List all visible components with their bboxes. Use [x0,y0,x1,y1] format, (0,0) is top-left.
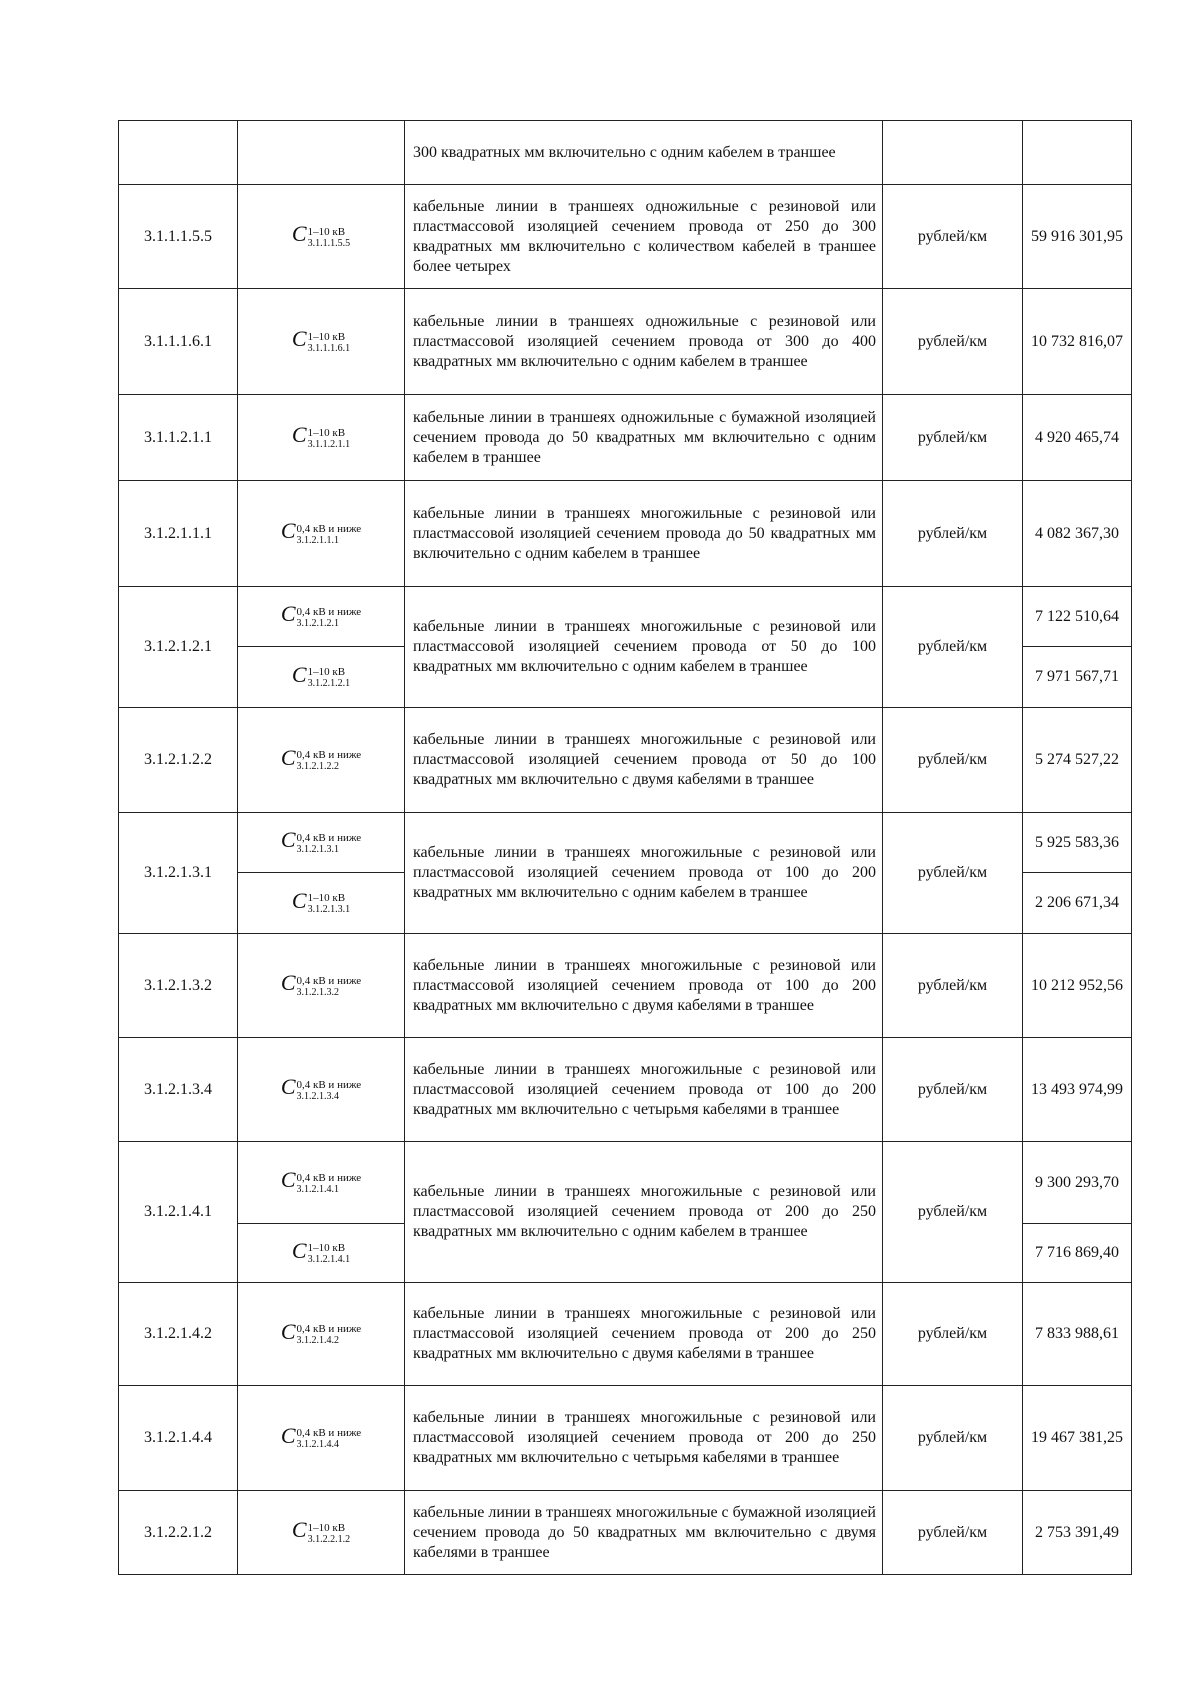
row-value: 2 206 671,34 [1023,873,1132,934]
row-symbol [238,1386,405,1491]
table-row [119,1142,1132,1224]
symbol-subscript: 3.1.2.1.4.4 [296,1439,339,1451]
symbol-subscript: 3.1.1.2.1.1 [307,438,351,450]
row-symbol [238,647,405,708]
symbol-subscript: 3.1.2.1.4.1 [296,1183,339,1195]
row-symbol [238,934,405,1038]
symbol-subscript: 3.1.2.1.3.2 [296,986,339,998]
row-symbol [238,1224,405,1283]
row-value: 9 300 293,70 [1023,1142,1132,1224]
table-body [119,121,1132,1575]
table-row [119,481,1132,587]
row-unit: рублей/км [883,934,1023,1038]
table-row [119,185,1132,289]
row-value: 7 833 988,61 [1023,1283,1132,1386]
row-value: 7 122 510,64 [1023,587,1132,647]
table-row [119,1386,1132,1491]
symbol-subscript: 3.1.2.1.4.2 [296,1335,339,1347]
symbol-superscript: 1–10 кВ [307,426,346,439]
row-code: 3.1.1.1.6.1 [119,289,238,395]
symbol-letter: C [280,518,296,544]
row-description: кабельные линии в траншеях многожильные с бумажной изоляцией сечением провода до 50 квадратных мм включительно с двумя кабелями в траншее [405,1491,883,1575]
symbol-letter: C [291,221,307,247]
symbol-superscript: 1–10 кВ [307,330,346,343]
row-description: кабельные линии в траншеях многожильные с резиновой или пластмассовой изоляцией сечением провода до 50 квадратных мм включительно с одним кабелем в траншее [405,481,883,587]
symbol-superscript: 0,4 кВ и ниже [296,522,362,535]
symbol-subscript: 3.1.2.1.1.1 [296,534,339,546]
row-value: 5 925 583,36 [1023,813,1132,873]
row-unit: рублей/км [883,185,1023,289]
symbol-superscript: 0,4 кВ и ниже [296,1427,362,1440]
row-unit: рублей/км [883,587,1023,708]
table-row [119,813,1132,873]
row-value: 7 716 869,40 [1023,1224,1132,1283]
symbol-superscript: 0,4 кВ и ниже [296,749,362,762]
symbol-letter: C [291,1517,307,1543]
row-description: кабельные линии в траншеях многожильные с резиновой или пластмассовой изоляцией сечением провода от 100 до 200 квадратных мм включительно с одним кабелем в траншее [405,813,883,934]
row-description: кабельные линии в траншеях одножильные с бумажной изоляцией сечением провода до 50 квадратных мм включительно с одним кабелем в траншее [405,395,883,481]
table-row [119,1038,1132,1142]
row-symbol [238,1038,405,1142]
row-value: 13 493 974,99 [1023,1038,1132,1142]
symbol-subscript: 3.1.2.1.2.1 [307,678,351,690]
symbol-letter: C [280,744,296,770]
symbol-superscript: 1–10 кВ [307,892,346,905]
row-value: 2 753 391,49 [1023,1491,1132,1575]
row-code: 3.1.2.1.2.2 [119,708,238,813]
symbol-letter: C [280,1422,296,1448]
row-value: 10 212 952,56 [1023,934,1132,1038]
row-symbol [238,121,405,185]
row-value: 5 274 527,22 [1023,708,1132,813]
symbol-superscript: 1–10 кВ [307,1242,346,1255]
row-unit [883,121,1023,185]
symbol-letter: C [291,422,307,448]
row-symbol [238,1283,405,1386]
symbol-superscript: 0,4 кВ и ниже [296,1323,362,1336]
symbol-superscript: 0,4 кВ и ниже [296,1078,362,1091]
table-row [119,934,1132,1038]
symbol-subscript: 3.1.2.1.4.1 [307,1254,351,1266]
row-description: кабельные линии в траншеях многожильные с резиновой или пластмассовой изоляцией сечением провода от 100 до 200 квадратных мм включительно с четырьмя кабелями в траншее [405,1038,883,1142]
symbol-superscript: 1–10 кВ [307,666,346,679]
symbol-superscript: 0,4 кВ и ниже [296,605,362,618]
row-description: кабельные линии в траншеях многожильные с резиновой или пластмассовой изоляцией сечением провода от 100 до 200 квадратных мм включительно с двумя кабелями в траншее [405,934,883,1038]
row-code: 3.1.2.1.3.2 [119,934,238,1038]
row-unit: рублей/км [883,395,1023,481]
symbol-letter: C [291,326,307,352]
symbol-subscript: 3.1.2.2.1.2 [307,1533,351,1545]
symbol-superscript: 0,4 кВ и ниже [296,831,362,844]
row-description: кабельные линии в траншеях многожильные с резиновой или пластмассовой изоляцией сечением провода от 200 до 250 квадратных мм включительно с одним кабелем в траншее [405,1142,883,1283]
row-value: 7 971 567,71 [1023,647,1132,708]
row-unit: рублей/км [883,289,1023,395]
symbol-superscript: 0,4 кВ и ниже [296,1171,362,1184]
symbol-letter: C [280,827,296,853]
symbol-letter: C [280,601,296,627]
row-value: 4 082 367,30 [1023,481,1132,587]
row-unit: рублей/км [883,1283,1023,1386]
symbol-subscript: 3.1.2.1.2.2 [296,761,339,773]
row-code: 3.1.2.1.4.2 [119,1283,238,1386]
row-value [1023,121,1132,185]
row-symbol [238,587,405,647]
row-unit: рублей/км [883,813,1023,934]
symbol-letter: C [291,661,307,687]
row-value: 4 920 465,74 [1023,395,1132,481]
table-row [119,1491,1132,1575]
symbol-subscript: 3.1.1.1.5.5 [307,237,351,249]
symbol-superscript: 1–10 кВ [307,1521,346,1534]
row-code: 3.1.2.1.1.1 [119,481,238,587]
tariff-table [118,120,1132,1575]
row-symbol [238,1142,405,1224]
row-unit: рублей/км [883,481,1023,587]
row-symbol [238,395,405,481]
row-code [119,121,238,185]
symbol-letter: C [280,1318,296,1344]
symbol-letter: C [280,1074,296,1100]
row-description: кабельные линии в траншеях одножильные с резиновой или пластмассовой изоляцией сечением провода от 250 до 300 квадратных мм включительно с количеством кабелей в траншее более четырех [405,185,883,289]
row-unit: рублей/км [883,1038,1023,1142]
row-symbol [238,813,405,873]
row-symbol [238,873,405,934]
row-code: 3.1.2.1.3.1 [119,813,238,934]
row-symbol [238,1491,405,1575]
row-symbol [238,708,405,813]
row-unit: рублей/км [883,1386,1023,1491]
table-row [119,708,1132,813]
symbol-subscript: 3.1.2.1.3.1 [296,843,339,855]
row-code: 3.1.2.2.1.2 [119,1491,238,1575]
symbol-superscript: 0,4 кВ и ниже [296,974,362,987]
row-description: кабельные линии в траншеях многожильные с резиновой или пластмассовой изоляцией сечением провода от 200 до 250 квадратных мм включительно с четырьмя кабелями в траншее [405,1386,883,1491]
row-code: 3.1.2.1.4.4 [119,1386,238,1491]
symbol-superscript: 1–10 кВ [307,225,346,238]
table-row [119,395,1132,481]
row-symbol [238,481,405,587]
row-code: 3.1.2.1.2.1 [119,587,238,708]
symbol-subscript: 3.1.1.1.6.1 [307,342,351,354]
row-code: 3.1.1.2.1.1 [119,395,238,481]
table-row [119,289,1132,395]
table-row [119,121,1132,185]
row-code: 3.1.1.1.5.5 [119,185,238,289]
row-description: 300 квадратных мм включительно с одним кабелем в траншее [405,121,883,185]
symbol-subscript: 3.1.2.1.3.4 [296,1090,339,1102]
symbol-subscript: 3.1.2.1.3.1 [307,904,351,916]
row-value: 19 467 381,25 [1023,1386,1132,1491]
symbol-letter: C [291,1237,307,1263]
row-unit: рублей/км [883,1142,1023,1283]
row-unit: рублей/км [883,1491,1023,1575]
row-unit: рублей/км [883,708,1023,813]
row-symbol [238,289,405,395]
symbol-subscript: 3.1.2.1.2.1 [296,617,339,629]
row-description: кабельные линии в траншеях многожильные с резиновой или пластмассовой изоляцией сечением провода от 50 до 100 квадратных мм включительно с одним кабелем в траншее [405,587,883,708]
table-row [119,587,1132,647]
row-value: 10 732 816,07 [1023,289,1132,395]
symbol-letter: C [280,970,296,996]
symbol-letter: C [291,887,307,913]
symbol-letter: C [280,1167,296,1193]
row-code: 3.1.2.1.4.1 [119,1142,238,1283]
row-description: кабельные линии в траншеях многожильные с резиновой или пластмассовой изоляцией сечением провода от 50 до 100 квадратных мм включительно с двумя кабелями в траншее [405,708,883,813]
row-value: 59 916 301,95 [1023,185,1132,289]
row-code: 3.1.2.1.3.4 [119,1038,238,1142]
row-symbol [238,185,405,289]
row-description: кабельные линии в траншеях многожильные с резиновой или пластмассовой изоляцией сечением провода от 200 до 250 квадратных мм включительно с двумя кабелями в траншее [405,1283,883,1386]
row-description: кабельные линии в траншеях одножильные с резиновой или пластмассовой изоляцией сечением провода от 300 до 400 квадратных мм включительно с одним кабелем в траншее [405,289,883,395]
table-row [119,1283,1132,1386]
